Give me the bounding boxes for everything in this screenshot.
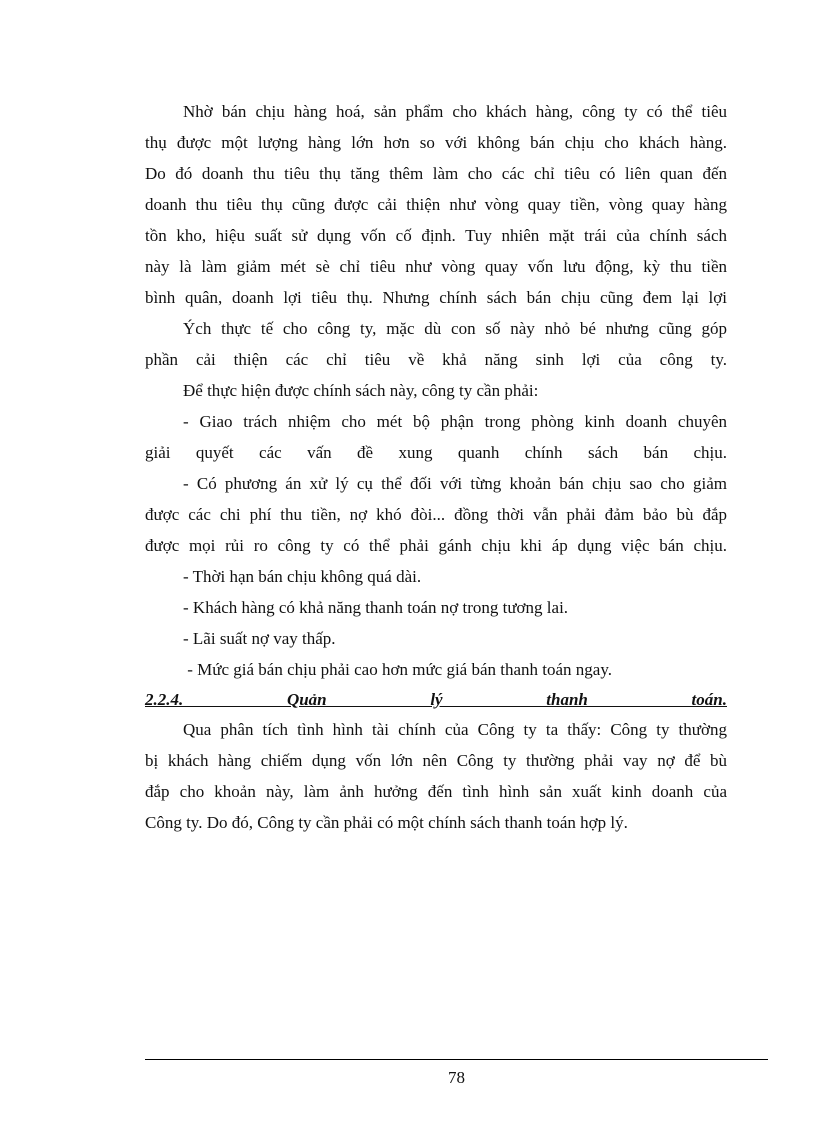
document-body bbox=[145, 96, 727, 838]
paragraph-line: - Mức giá bán chịu phải cao hơn mức giá bán thanh toán ngay. bbox=[183, 660, 612, 679]
paragraph-line: - Giao trách nhiệm cho mét bộ phận trong phòng kinh doanh chuyên bbox=[183, 412, 727, 431]
paragraph-line: Để thực hiện được chính sách này, công ty cần phải: bbox=[183, 381, 539, 400]
paragraph-line: Do đó doanh thu tiêu thụ tăng thêm làm cho các chỉ tiêu có liên quan đến bbox=[145, 164, 727, 183]
paragraph-line: được các chi phí thu tiền, nợ khó đòi... đồng thời vẫn phải đảm bảo bù đắp bbox=[145, 505, 727, 524]
paragraph-line: thụ được một lượng hàng lớn hơn so với không bán chịu cho khách hàng. bbox=[145, 133, 727, 152]
footer-divider bbox=[145, 1059, 768, 1060]
paragraph-line: giải quyết các vấn đề xung quanh chính sách bán chịu. bbox=[145, 443, 727, 462]
paragraph-line: này là làm giảm mét sè chỉ tiêu như vòng quay vốn lưu động, kỳ thu tiền bbox=[145, 257, 727, 276]
paragraph-line: phần cải thiện các chỉ tiêu về khả năng sinh lợi của công ty. bbox=[145, 350, 727, 369]
paragraph-line: bị khách hàng chiếm dụng vốn lớn nên Công ty thường phải vay nợ để bù bbox=[145, 751, 727, 770]
paragraph-line: bình quân, doanh lợi tiêu thụ. Nhưng chính sách bán chịu cũng đem lại lợi bbox=[145, 288, 727, 307]
paragraph-line: đắp cho khoản này, làm ảnh hưởng đến tình hình sản xuất kinh doanh của bbox=[145, 782, 727, 801]
section-heading: 2.2.4. Quản lý thanh toán. bbox=[145, 690, 727, 709]
paragraph-line: - Khách hàng có khả năng thanh toán nợ trong tương lai. bbox=[183, 598, 569, 617]
paragraph-line: - Có phương án xử lý cụ thể đối với từng khoản bán chịu sao cho giảm bbox=[183, 474, 727, 493]
paragraph-line: Qua phân tích tình hình tài chính của Công ty ta thấy: Công ty thường bbox=[183, 720, 727, 739]
page-number: 78 bbox=[448, 1068, 465, 1087]
paragraph-line: doanh thu tiêu thụ cũng được cải thiện như vòng quay tiền, vòng quay hàng bbox=[145, 195, 727, 214]
paragraph-line: được mọi rủi ro công ty có thể phải gánh chịu khi áp dụng việc bán chịu. bbox=[145, 536, 727, 555]
paragraph-line: - Lãi suất nợ vay thấp. bbox=[183, 629, 336, 648]
paragraph-line: Ých thực tế cho công ty, mặc dù con số này nhỏ bé nhưng cũng góp bbox=[183, 319, 727, 338]
paragraph-line: Nhờ bán chịu hàng hoá, sản phẩm cho khách hàng, công ty có thể tiêu bbox=[183, 102, 727, 121]
paragraph-line: Công ty. Do đó, Công ty cần phải có một chính sách thanh toán hợp lý. bbox=[145, 813, 628, 832]
paragraph-line: tồn kho, hiệu suất sử dụng vốn cố định. Tuy nhiên mặt trái của chính sách bbox=[145, 226, 727, 245]
paragraph-line: - Thời hạn bán chịu không quá dài. bbox=[183, 567, 422, 586]
